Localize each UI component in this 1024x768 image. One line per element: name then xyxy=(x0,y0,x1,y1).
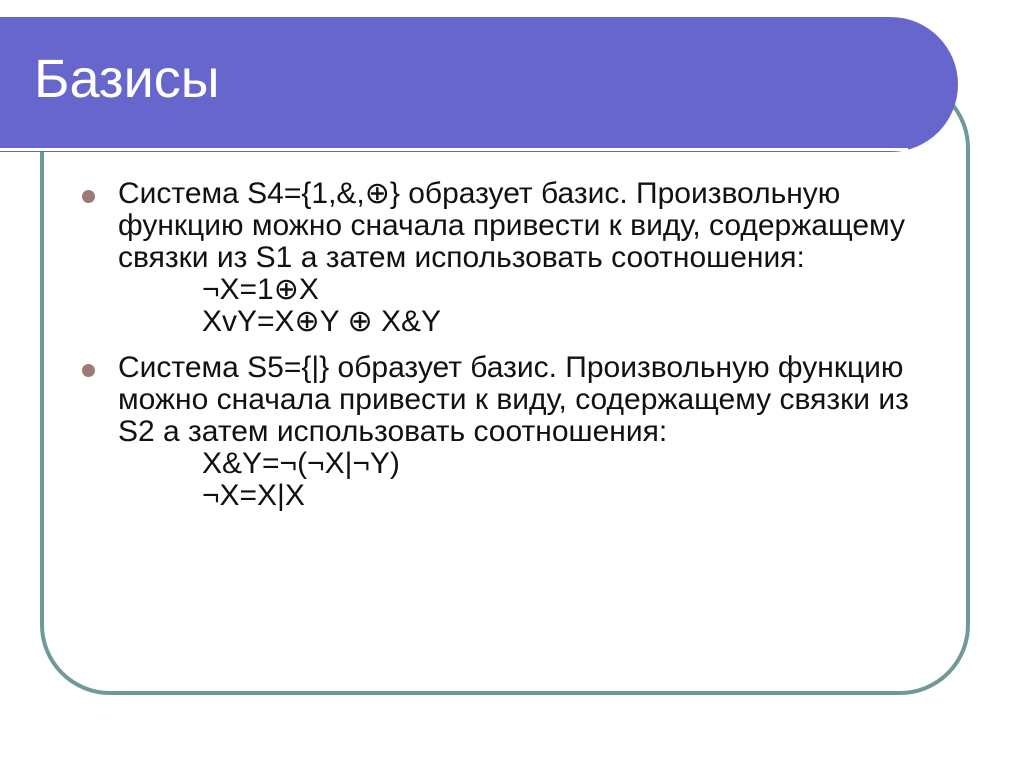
bullet-text: Система S5={|} образует базис. Произвольную функцию можно сначала привести к виду, содержащему связки из S2 а затем использовать соотношения: xyxy=(118,351,909,448)
bullet-dot-icon xyxy=(82,190,95,203)
formula-line: ¬X=1⊕X xyxy=(202,273,319,306)
bullet-list xyxy=(80,178,950,526)
bullet-dot-icon xyxy=(82,364,95,377)
formula-line: XvY=X⊕Y ⊕ X&Y xyxy=(202,305,441,338)
slide-title: Базисы xyxy=(34,49,220,109)
bullet-item-s4 xyxy=(80,178,950,338)
title-underline xyxy=(0,148,908,151)
formula-line: X&Y=¬(¬X|¬Y) xyxy=(202,447,400,480)
bullet-text: Система S4={1,&,⊕} образует базис. Произвольную функцию можно сначала привести к виду, содержащему связки из S1 а затем использовать соотношения: xyxy=(118,177,905,274)
formula-line: ¬X=X|X xyxy=(202,479,305,512)
bullet-item-s5 xyxy=(80,352,950,512)
